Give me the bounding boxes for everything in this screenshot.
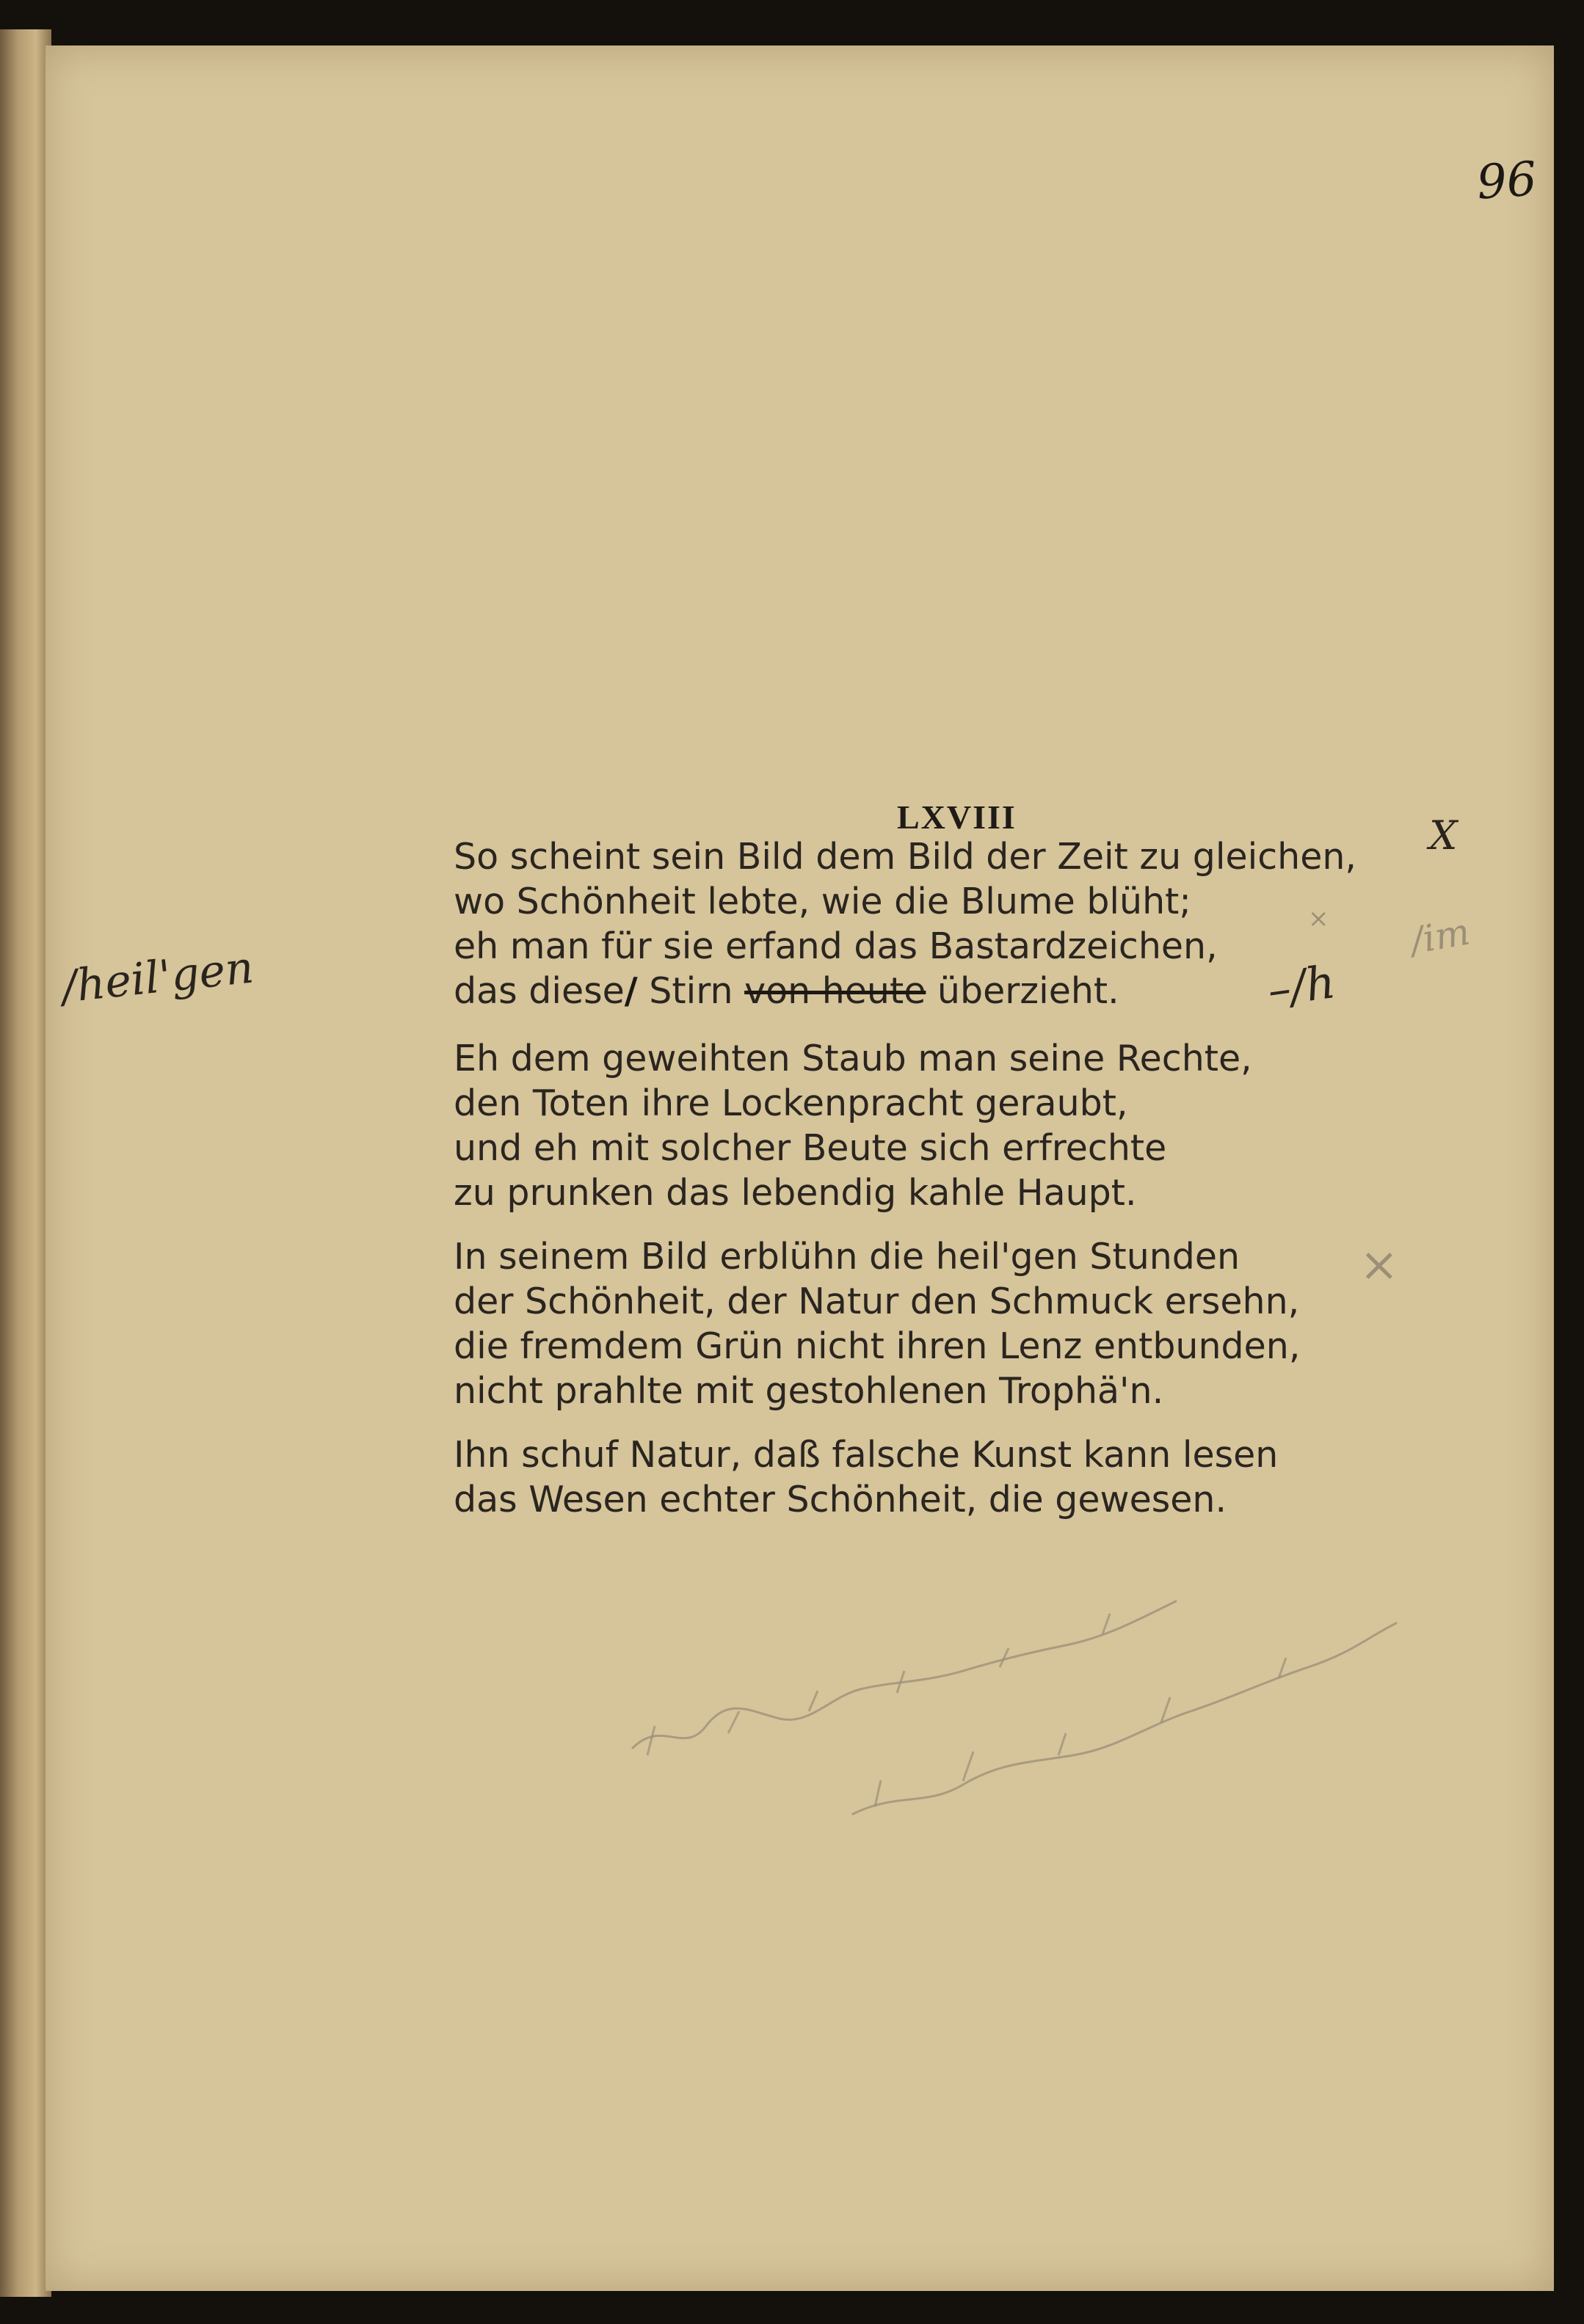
- verse-fragment: Stirn: [637, 970, 745, 1012]
- struck-text: von heute: [744, 970, 926, 1012]
- verse-line: wo Schönheit lebte, wie die Blume blüht;: [454, 881, 1191, 922]
- verse-line: und eh mit solcher Beute sich erfrechte: [454, 1127, 1167, 1169]
- verse-line: eh man für sie erfand das Bastardzeichen,: [454, 925, 1218, 967]
- margin-note-left: /heil'gen: [59, 941, 256, 1013]
- page-number: 96: [1475, 152, 1538, 211]
- margin-mark-small: ×: [1308, 904, 1329, 933]
- verse-line-corrected: [454, 969, 1356, 1013]
- pencil-scribble: [618, 1513, 1425, 1821]
- verse-line: den Toten ihre Lockenpracht geraubt,: [454, 1082, 1128, 1124]
- poem-title: LXVIII: [897, 798, 1017, 836]
- margin-note-im: /im: [1407, 910, 1473, 963]
- stanza-1: [454, 834, 1356, 1013]
- margin-note-slash: –/h: [1264, 954, 1339, 1018]
- verse-fragment: das diese: [454, 970, 625, 1012]
- verse-line: Eh dem geweihten Staub man seine Rechte,: [454, 1038, 1252, 1079]
- verse-line: So scheint sein Bild dem Bild der Zeit zu gleichen,: [454, 836, 1357, 878]
- verse-line: Ihn schuf Natur, daß falsche Kunst kann lesen: [454, 1434, 1279, 1476]
- stanza-2: [454, 1036, 1252, 1215]
- book-page: [46, 45, 1554, 2291]
- correction-slash: /: [624, 970, 638, 1012]
- verse-line: der Schönheit, der Natur den Schmuck ersehn,: [454, 1281, 1300, 1322]
- verse-line: das Wesen echter Schönheit, die gewesen.: [454, 1479, 1227, 1520]
- margin-mark-x: X: [1429, 812, 1458, 859]
- stanza-4: [454, 1432, 1278, 1522]
- verse-line: die fremdem Grün nicht ihren Lenz entbunden,: [454, 1325, 1301, 1367]
- stanza-3: [454, 1234, 1300, 1413]
- verse-line: nicht prahlte mit gestohlenen Trophä'n.: [454, 1370, 1164, 1412]
- verse-line: In seinem Bild erblühn die heil'gen Stunden: [454, 1236, 1240, 1278]
- book-spine-edge: [0, 29, 51, 2297]
- verse-line: zu prunken das lebendig kahle Haupt.: [454, 1172, 1137, 1214]
- verse-fragment: überzieht.: [926, 970, 1119, 1012]
- margin-mark-x-pencil: ×: [1359, 1238, 1399, 1292]
